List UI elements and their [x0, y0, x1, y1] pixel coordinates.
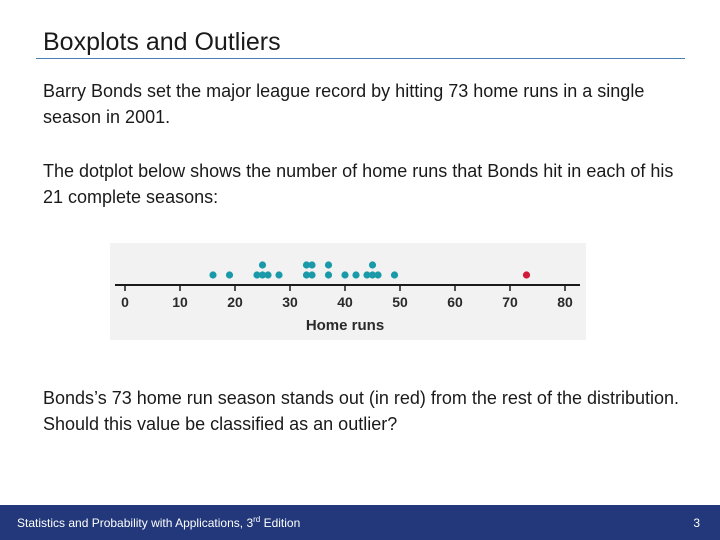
x-tick-label: 20: [227, 294, 243, 310]
x-tick-label: 40: [337, 294, 353, 310]
x-tick-label: 60: [447, 294, 463, 310]
data-dot: [226, 271, 233, 278]
data-dot: [341, 271, 348, 278]
slide-title: Boxplots and Outliers: [43, 28, 281, 56]
x-tick-label: 0: [121, 294, 129, 310]
data-dot: [308, 261, 315, 268]
data-dot: [374, 271, 381, 278]
footer-title-text: Statistics and Probability with Applications, 3: [17, 516, 254, 530]
data-dot: [209, 271, 216, 278]
data-dot: [325, 261, 332, 268]
data-dot: [369, 261, 376, 268]
outlier-question: Bonds’s 73 home run season stands out (in red) from the rest of the distribution. Should this value be classified as an outlier?: [43, 388, 680, 434]
footer-edition-suffix: Edition: [260, 516, 301, 530]
data-dot: [264, 271, 271, 278]
footer-book-title: [17, 516, 300, 530]
page-number: 3: [693, 516, 700, 530]
data-dot: [391, 271, 398, 278]
title-divider: [36, 58, 685, 59]
x-axis-label: Home runs: [305, 317, 385, 334]
x-tick-label: 80: [557, 294, 573, 310]
dotplot-panel: [110, 243, 586, 340]
data-dot: [275, 271, 282, 278]
footer-bar: [0, 505, 720, 540]
footer-edition-sup: rd: [253, 515, 261, 524]
data-dot: [352, 271, 359, 278]
x-tick-label: 30: [282, 294, 298, 310]
data-dot: [259, 261, 266, 268]
intro-paragraph: Barry Bonds set the major league record by hitting 73 home runs in a single season in 2001.: [43, 81, 645, 127]
dotplot-chart: [110, 243, 586, 340]
data-dot: [308, 271, 315, 278]
x-tick-label: 10: [172, 294, 188, 310]
x-tick-label: 50: [392, 294, 408, 310]
x-tick-label: 70: [502, 294, 518, 310]
dotplot-description: The dotplot below shows the number of home runs that Bonds hit in each of his 21 complete seasons:: [43, 161, 674, 207]
data-dot: [325, 271, 332, 278]
outlier-dot: [523, 271, 530, 278]
